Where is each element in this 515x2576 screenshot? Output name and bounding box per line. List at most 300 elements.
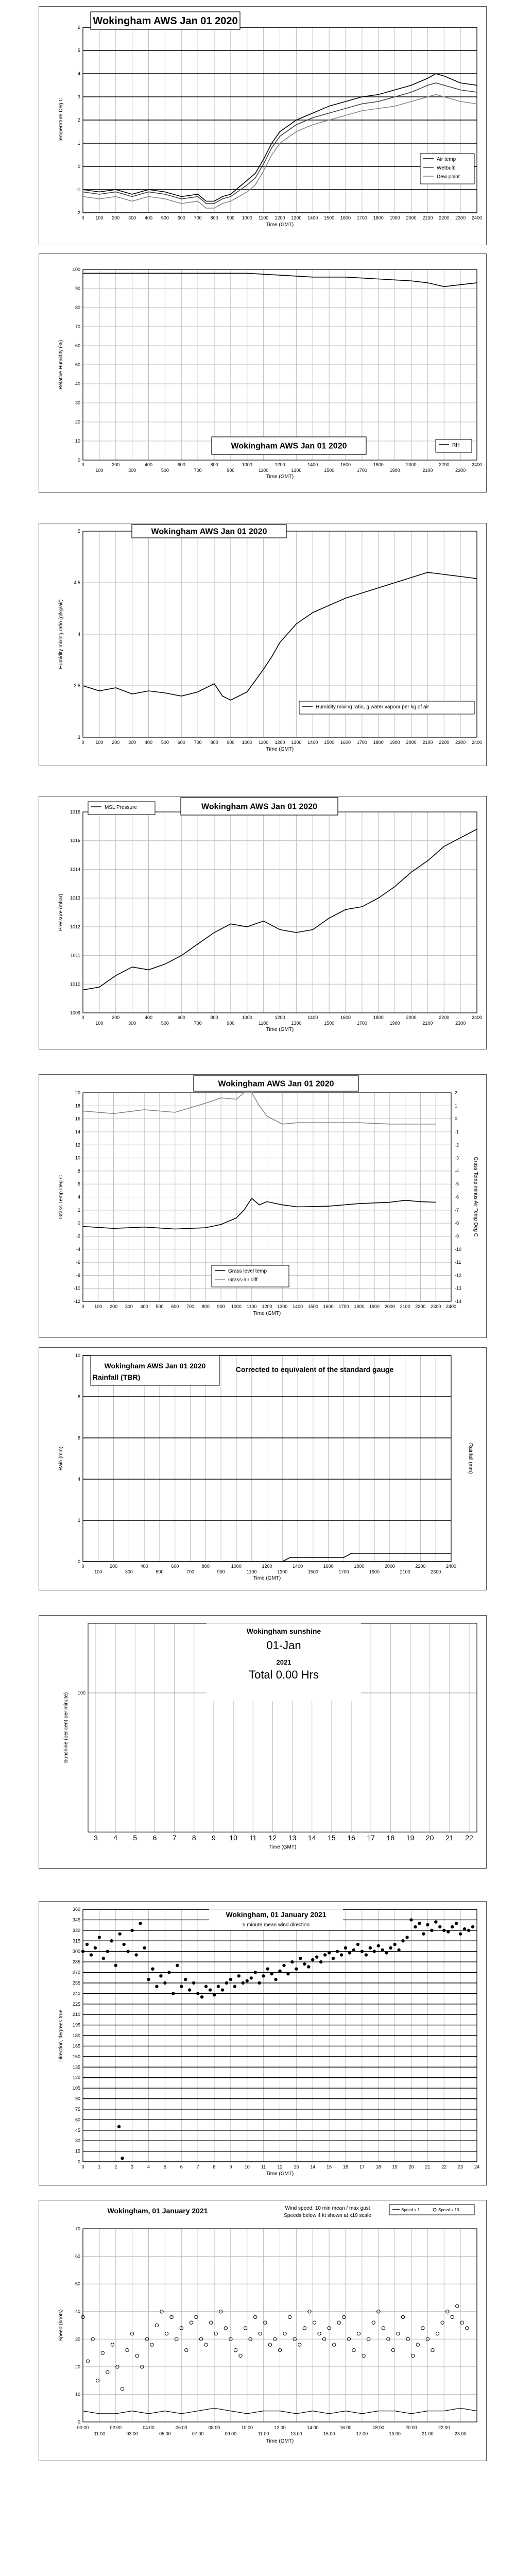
wind-speed-point: [185, 2349, 188, 2352]
wind-direction-point: [118, 1932, 122, 1935]
wind-speed-point: [244, 2327, 247, 2330]
wind-direction-chart: [39, 1901, 487, 2185]
y-axis-label: Speed (knots): [58, 2309, 64, 2342]
wind-speed-point: [357, 2332, 360, 2335]
wind-speed-point: [337, 2321, 340, 2324]
x-tick-label: 7: [172, 1834, 177, 1842]
y-tick-label: 120: [72, 2075, 80, 2080]
x-tick-label: 1300: [291, 215, 302, 221]
wind-direction-point: [229, 1978, 232, 1981]
wind-direction-point: [209, 1988, 212, 1991]
x-tick-label: 1200: [274, 1015, 285, 1020]
x-tick-label: 200: [112, 462, 120, 467]
x-tick-label: 2400: [471, 462, 483, 467]
wind-speed-point: [431, 2349, 434, 2352]
x-tick-label: 2100: [400, 1569, 410, 1574]
y-tick-label: 300: [72, 1948, 80, 1954]
wind-speed-point: [165, 2332, 168, 2335]
y-tick-label: 8: [77, 1168, 80, 1174]
legend-label: Grass-air diff: [228, 1277, 258, 1283]
x-tick-label: 100: [95, 1021, 104, 1026]
wind-direction-point: [471, 1925, 474, 1928]
wind-direction-point: [332, 1957, 335, 1960]
wind-speed-point: [204, 2343, 208, 2346]
x-tick-label: 24: [474, 2164, 480, 2170]
y-tick-label: 285: [72, 1959, 80, 1965]
x-tick-label: 2000: [406, 740, 417, 745]
x-tick-label: 06:00: [175, 2425, 187, 2430]
x-tick-label: 16:00: [339, 2425, 352, 2430]
x-tick-label: 2300: [431, 1569, 441, 1574]
wind-direction-point: [225, 1981, 228, 1985]
mixing-ratio-svg: [39, 523, 486, 766]
x-axis-label: Time (GMT): [268, 1844, 297, 1850]
wind-direction-point: [344, 1946, 347, 1950]
wind-direction-point: [217, 1985, 220, 1988]
x-tick-label: 900: [217, 1304, 225, 1309]
grass-temp-svg: [39, 1075, 486, 1337]
x-tick-label: 1000: [242, 1015, 252, 1020]
y-tick-label: -1: [76, 187, 80, 192]
x-tick-label: 300: [125, 1569, 133, 1574]
chart-title: Wokingham, 01 January 2021: [226, 1910, 327, 1919]
wind-speed-point: [126, 2349, 129, 2352]
x-tick-label: 1000: [242, 462, 252, 467]
x-tick-label: 15: [328, 1834, 336, 1842]
wind-direction-point: [401, 1939, 404, 1942]
x-tick-label: 1600: [323, 1564, 334, 1569]
x-tick-label: 1300: [291, 1021, 302, 1026]
x-tick-label: 300: [128, 740, 136, 745]
x-tick-label: 500: [156, 1569, 164, 1574]
y-tick-label: 10: [75, 2392, 80, 2397]
x-tick-label: 800: [210, 215, 218, 221]
wind-speed-point: [253, 2315, 256, 2318]
x-tick-label: 2400: [445, 1564, 457, 1569]
y-tick-label: 315: [72, 1938, 80, 1944]
x-tick-label: 14: [310, 2164, 316, 2170]
legend-label: RH: [452, 443, 460, 448]
x-tick-label: 500: [161, 468, 169, 473]
x-tick-label: 1100: [258, 468, 269, 473]
x-tick-label: 1400: [307, 215, 318, 221]
x-tick-label: 500: [161, 740, 169, 745]
y-tick-label: 12: [75, 1142, 80, 1148]
y-tick-label: 14: [75, 1129, 80, 1134]
x-tick-label: 100: [94, 1304, 102, 1309]
rainfall-series-line: [282, 1553, 451, 1562]
y2-axis-label: Rainfall (mm): [468, 1443, 473, 1474]
wind-direction-point: [467, 1929, 470, 1932]
x-tick-label: 2400: [471, 215, 483, 221]
chart-title: Wokingham AWS Jan 01 2020: [151, 527, 267, 536]
x-tick-label: 1300: [277, 1304, 288, 1309]
x-tick-label: 1900: [389, 740, 400, 745]
wind-direction-point: [274, 1978, 277, 1981]
y-tick-label: 225: [72, 2001, 80, 2007]
x-tick-label: 1600: [340, 215, 351, 221]
x-axis-label: Time (GMT): [253, 1311, 281, 1316]
y-tick-label: 1011: [70, 953, 80, 958]
y-tick-label: 4: [77, 1477, 80, 1482]
y2-tick-label: -3: [455, 1155, 459, 1161]
x-tick-label: 1800: [354, 1304, 365, 1309]
chart-date: 01-Jan: [266, 1639, 301, 1652]
x-tick-label: 21: [445, 1834, 454, 1842]
x-tick-label: 0: [81, 1564, 84, 1569]
y-tick-label: 4: [77, 1194, 80, 1200]
x-tick-label: 08:00: [208, 2425, 220, 2430]
x-tick-label: 17: [367, 1834, 375, 1842]
x-tick-label: 400: [144, 462, 153, 467]
x-tick-label: 1200: [274, 740, 285, 745]
x-tick-label: 22:00: [438, 2425, 450, 2430]
legend-label: Wetbulb: [437, 165, 456, 171]
x-tick-label: 2200: [415, 1304, 426, 1309]
x-tick-label: 5: [133, 1834, 138, 1842]
x-tick-label: 0: [81, 740, 84, 745]
legend-label: Speed x 10: [438, 2208, 459, 2212]
wind-direction-point: [192, 1981, 195, 1985]
x-tick-label: 12: [268, 1834, 277, 1842]
y-tick-label: -2: [76, 1233, 80, 1239]
x-tick-label: 4: [113, 1834, 118, 1842]
x-tick-label: 17:00: [356, 2431, 368, 2436]
temperature-chart: [39, 6, 487, 245]
x-tick-label: 800: [210, 740, 218, 745]
x-tick-label: 19: [406, 1834, 415, 1842]
y-tick-label: 2: [77, 1518, 80, 1523]
y-tick-label: 10: [75, 438, 80, 444]
wind-direction-point: [393, 1943, 396, 1946]
x-tick-label: 22: [465, 1834, 473, 1842]
wind-speed-point: [460, 2321, 464, 2324]
wind-direction-point: [250, 1976, 253, 1979]
y-tick-label: 1: [77, 141, 80, 146]
wind-direction-point: [171, 1992, 175, 1995]
chart-year: 2021: [276, 1658, 291, 1666]
wind-direction-point: [348, 1951, 351, 1954]
wind-direction-point: [340, 1953, 343, 1956]
x-tick-label: 2100: [400, 1304, 410, 1309]
x-tick-label: 8: [213, 2164, 216, 2170]
x-tick-label: 07:00: [192, 2431, 204, 2436]
x-tick-label: 18:00: [372, 2425, 385, 2430]
x-tick-label: 1800: [373, 462, 384, 467]
wind-direction-point: [328, 1951, 331, 1954]
x-tick-label: 2000: [384, 1304, 395, 1309]
y-tick-label: 3: [77, 735, 80, 740]
y-tick-label: 165: [72, 2043, 80, 2049]
x-tick-label: 200: [112, 215, 120, 221]
wind-speed-point: [268, 2343, 271, 2346]
x-tick-label: 1200: [274, 462, 285, 467]
wind-direction-point: [233, 1985, 236, 1988]
x-tick-label: 2000: [406, 1015, 417, 1020]
wind-direction-point: [163, 1981, 166, 1985]
wind-direction-point: [405, 1936, 408, 1939]
chart-title: Wokingham AWS Jan 01 2020: [201, 802, 317, 811]
y2-tick-label: -2: [455, 1142, 459, 1148]
x-tick-label: 12:00: [274, 2425, 286, 2430]
rainfall-svg: [39, 1348, 486, 1590]
y-tick-label: 60: [75, 2117, 80, 2123]
y-tick-label: 15: [75, 2148, 80, 2154]
x-tick-label: 10:00: [241, 2425, 253, 2430]
wind-speed-point: [111, 2343, 114, 2346]
wind-speed-point: [288, 2315, 291, 2318]
wind-direction-point: [159, 1974, 162, 1977]
x-axis-label: Time (GMT): [266, 1027, 294, 1032]
y-tick-label: 0: [77, 2419, 80, 2425]
y-tick-label: 270: [72, 1970, 80, 1975]
y-tick-label: 4.5: [74, 580, 80, 585]
x-tick-label: 1800: [373, 1015, 384, 1020]
x-tick-label: 01:00: [93, 2431, 106, 2436]
x-tick-label: 20:00: [405, 2425, 417, 2430]
y-axis-label: Relative Humidity (%): [58, 340, 64, 390]
x-tick-label: 700: [186, 1569, 195, 1574]
chart-note: Corrected to equivalent of the standard gauge: [235, 1365, 394, 1374]
y-tick-label: 90: [75, 2096, 80, 2102]
y2-tick-label: -11: [455, 1260, 461, 1265]
pressure-chart: [39, 796, 487, 1049]
x-tick-label: 300: [128, 1021, 136, 1026]
x-tick-label: 2000: [406, 462, 417, 467]
y-tick-label: 0: [77, 2159, 80, 2164]
y-tick-label: 2: [77, 1207, 80, 1213]
wind-speed-point: [303, 2327, 306, 2330]
x-tick-label: 900: [227, 740, 235, 745]
y-tick-label: 20: [75, 2364, 80, 2369]
wind-speed-point: [342, 2315, 346, 2318]
y-axis-label: Direction, degrees true: [58, 2009, 64, 2062]
x-tick-label: 20: [408, 2164, 414, 2170]
y-tick-label: 3: [77, 94, 80, 99]
wind-direction-point: [295, 1967, 298, 1970]
x-tick-label: 21:00: [422, 2431, 434, 2436]
y-tick-label: 10: [75, 1155, 80, 1161]
wind-direction-point: [246, 1979, 249, 1982]
y-tick-label: 330: [72, 1927, 80, 1933]
x-tick-label: 2200: [415, 1564, 426, 1569]
y-tick-label: 2: [77, 117, 80, 123]
x-tick-label: 6: [180, 2164, 183, 2170]
x-tick-label: 13:00: [290, 2431, 302, 2436]
x-tick-label: 100: [94, 1569, 102, 1574]
chart-subtitle: 5 minute mean wind direction: [242, 1922, 310, 1928]
wind-speed-point: [214, 2332, 217, 2335]
grass-temp-chart: [39, 1074, 487, 1338]
x-tick-label: 100: [95, 215, 104, 221]
x-tick-label: 1100: [247, 1569, 257, 1574]
wind-speed-point: [441, 2321, 444, 2324]
x-tick-label: 23:00: [454, 2431, 467, 2436]
x-tick-label: 11: [261, 2164, 266, 2170]
wind-speed-point: [372, 2321, 375, 2324]
x-tick-label: 0: [81, 1015, 84, 1020]
x-tick-label: 9: [229, 2164, 232, 2170]
wind-direction-point: [106, 1950, 109, 1953]
y-tick-label: 60: [75, 343, 80, 348]
x-tick-label: 1100: [247, 1304, 257, 1309]
wind-direction-point: [196, 1992, 199, 1995]
x-tick-label: 22: [441, 2164, 447, 2170]
x-tick-label: 2400: [471, 740, 483, 745]
x-tick-label: 700: [186, 1304, 195, 1309]
y-tick-label: 20: [75, 1090, 80, 1095]
mixing-ratio-chart: [39, 523, 487, 766]
y-tick-label: -8: [76, 1273, 80, 1278]
y-tick-label: 240: [72, 1991, 80, 1996]
x-tick-label: 02:00: [110, 2425, 122, 2430]
wind-speed-point: [101, 2351, 104, 2354]
y-tick-label: 360: [72, 1907, 80, 1912]
x-tick-label: 1600: [323, 1304, 334, 1309]
chart-title: Wokingham AWS Jan 01 2020: [93, 15, 238, 27]
y-tick-label: 1010: [70, 981, 80, 987]
wind-direction-point: [414, 1925, 417, 1928]
y-tick-label: 1012: [70, 924, 80, 929]
chart-subtitle: Wind speed, 10 min mean / max gust: [285, 2206, 370, 2211]
wind-direction-point: [204, 1985, 208, 1988]
x-tick-label: 900: [227, 215, 235, 221]
y-axis-label: Humidity mixing ratio (g/kg/air): [58, 599, 64, 669]
sunshine-svg: [39, 1616, 486, 1868]
wind-direction-point: [134, 1953, 138, 1956]
y-tick-label: 105: [72, 2086, 80, 2091]
wind-direction-point: [253, 1971, 256, 1974]
x-tick-label: 800: [201, 1564, 210, 1569]
wind-direction-point: [451, 1925, 454, 1928]
grass-series-line: [83, 1093, 436, 1124]
x-axis-label: Time (GMT): [266, 2438, 294, 2444]
wind-direction-point: [319, 1960, 322, 1963]
wind-direction-point: [352, 1948, 355, 1952]
x-tick-label: 1800: [354, 1564, 365, 1569]
y-tick-label: 100: [77, 1690, 85, 1696]
y-tick-label: 5: [77, 48, 80, 53]
y-tick-label: 60: [75, 2253, 80, 2259]
wind-direction-point: [110, 1939, 113, 1942]
x-tick-label: 500: [156, 1304, 164, 1309]
wind-direction-point: [360, 1950, 364, 1953]
y-tick-label: 45: [75, 2127, 80, 2133]
chart-title: Wokingham, 01 January 2021: [107, 2207, 208, 2215]
y-tick-label: 75: [75, 2106, 80, 2112]
wind-direction-point: [356, 1943, 359, 1946]
wind-direction-point: [455, 1922, 458, 1925]
x-tick-label: 1900: [389, 215, 400, 221]
x-tick-label: 100: [95, 468, 104, 473]
y-tick-label: 8: [77, 1394, 80, 1399]
x-tick-label: 14: [307, 1834, 316, 1842]
x-tick-label: 1800: [373, 740, 384, 745]
x-tick-label: 500: [161, 1021, 169, 1026]
x-tick-label: 1500: [307, 1569, 318, 1574]
y-tick-label: -6: [76, 1260, 80, 1265]
x-tick-label: 1400: [307, 462, 318, 467]
wind-direction-point: [442, 1929, 445, 1932]
wind-speed-point: [121, 2387, 124, 2391]
y-tick-label: 50: [75, 362, 80, 367]
x-tick-label: 1700: [356, 740, 367, 745]
legend-label: Grass level temp: [228, 1268, 267, 1274]
x-tick-label: 600: [177, 462, 185, 467]
x-tick-label: 600: [171, 1304, 179, 1309]
x-tick-label: 2300: [431, 1304, 441, 1309]
x-tick-label: 300: [128, 215, 136, 221]
wind-direction-point: [221, 1988, 224, 1991]
x-tick-label: 1000: [231, 1304, 242, 1309]
x-tick-label: 1700: [356, 468, 367, 473]
wind-speed-point: [451, 2315, 454, 2318]
wind-direction-point: [336, 1950, 339, 1953]
chart-title: Wokingham AWS Jan 01 2020: [218, 1079, 334, 1089]
x-tick-label: 900: [227, 468, 235, 473]
x-tick-label: 03:00: [126, 2431, 138, 2436]
x-tick-label: 700: [194, 740, 202, 745]
x-tick-label: 14:00: [306, 2425, 319, 2430]
wind-direction-point: [373, 1950, 376, 1953]
x-tick-label: 300: [128, 468, 136, 473]
wind-speed-point: [170, 2315, 173, 2318]
x-tick-label: 7: [196, 2164, 199, 2170]
x-tick-label: 1000: [242, 215, 252, 221]
wind-direction-point: [307, 1965, 310, 1968]
y-tick-label: 255: [72, 1980, 80, 1986]
x-tick-label: 700: [194, 468, 202, 473]
y2-tick-label: 1: [455, 1103, 458, 1109]
x-tick-label: 4: [147, 2164, 150, 2170]
wind-direction-point: [311, 1958, 314, 1961]
x-tick-label: 2300: [455, 1021, 466, 1026]
wind-speed-point: [382, 2327, 385, 2330]
x-tick-label: 19: [392, 2164, 398, 2170]
y2-axis-label: Grass Temp minus Air Temp Deg C: [473, 1157, 478, 1237]
x-tick-label: 2400: [445, 1304, 457, 1309]
x-tick-label: 13: [288, 1834, 297, 1842]
wind-speed-point: [298, 2343, 301, 2346]
wind-direction-point: [122, 1943, 125, 1946]
x-tick-label: 400: [144, 1015, 153, 1020]
wind-direction-point: [418, 1922, 421, 1925]
wind-direction-point: [459, 1932, 462, 1935]
x-axis-label: Time (GMT): [266, 747, 294, 752]
x-tick-label: 2000: [384, 1564, 395, 1569]
wind-direction-point: [180, 1985, 183, 1988]
x-tick-label: 19:00: [389, 2431, 401, 2436]
y-axis-label: Grass Temp Deg C: [58, 1175, 64, 1219]
wind-direction-point: [434, 1920, 437, 1923]
wind-speed-point: [313, 2321, 316, 2324]
wind-direction-point: [151, 1967, 154, 1970]
wind-direction-point: [184, 1978, 187, 1981]
x-tick-label: 200: [112, 1015, 120, 1020]
y2-tick-label: -7: [455, 1207, 459, 1213]
wind-direction-point: [282, 1964, 285, 1967]
wind-direction-point: [85, 1943, 89, 1946]
x-tick-label: 100: [95, 740, 104, 745]
wind-direction-point: [262, 1974, 265, 1977]
temperature-svg: [39, 7, 486, 245]
wind-direction-point: [213, 1993, 216, 1996]
wind-speed-point: [352, 2349, 355, 2352]
x-tick-label: 200: [110, 1304, 118, 1309]
y2-tick-label: -6: [455, 1194, 459, 1200]
x-tick-label: 1700: [338, 1304, 349, 1309]
wind-direction-point: [286, 1972, 289, 1975]
